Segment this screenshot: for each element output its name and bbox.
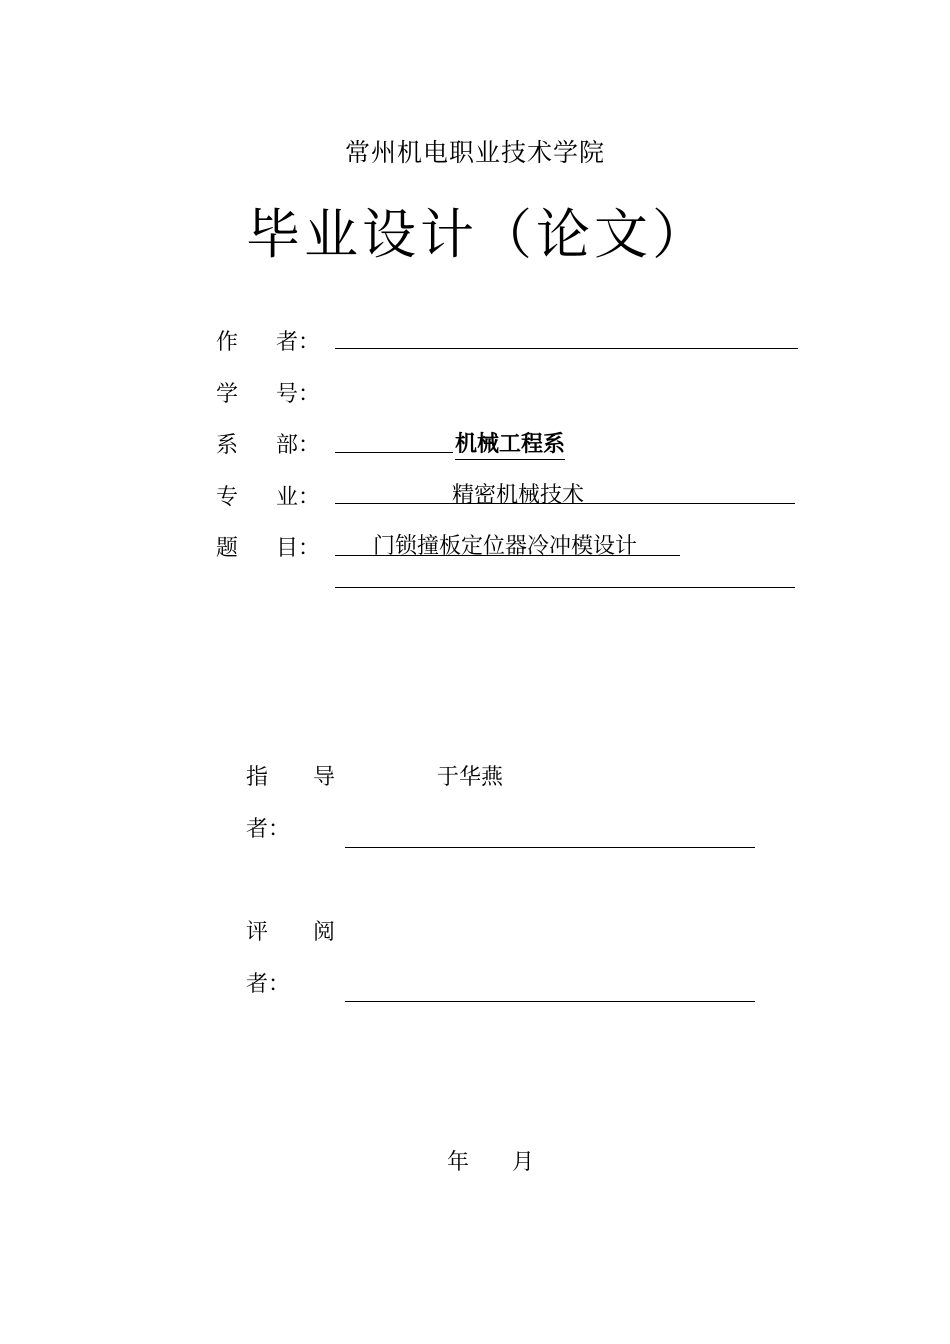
topic-second-line [335,587,795,588]
institution-name: 常州机电职业技术学院 [344,138,605,167]
major-label-char1: 专 [216,485,239,510]
reviewer-field-line [345,1001,755,1002]
advisor-label-char1: 指 [246,765,269,790]
year-label: 年 [447,1150,470,1175]
major-label-char2: 业： [276,485,321,510]
reviewer-label-char1: 评 [246,920,269,945]
month-label: 月 [512,1150,535,1175]
document-title: 毕业设计（论文） [246,203,710,266]
topic-label-char2: 目： [276,536,321,561]
advisor-label-char3: 者： [246,817,291,842]
department-field-line [335,452,453,453]
topic-label-char1: 题 [216,536,239,561]
reviewer-label-char2: 阅 [313,920,336,945]
topic-value: 门锁撞板定位器冷冲模设计 [373,534,638,559]
author-field-line [335,348,798,349]
department-label-char2: 部： [276,433,321,458]
advisor-value: 于华燕 [437,765,504,790]
author-label-char1: 作 [216,330,239,355]
department-value: 机械工程系 [455,427,565,460]
student-id-label-char1: 学 [216,382,239,407]
student-id-label-char2: 号： [276,382,321,407]
department-label-char1: 系 [216,433,239,458]
major-value: 精密机械技术 [452,483,585,508]
reviewer-label-char3: 者： [246,972,291,997]
advisor-field-line [345,847,755,848]
advisor-label-char2: 导 [313,765,336,790]
author-label-char2: 者： [276,330,321,355]
